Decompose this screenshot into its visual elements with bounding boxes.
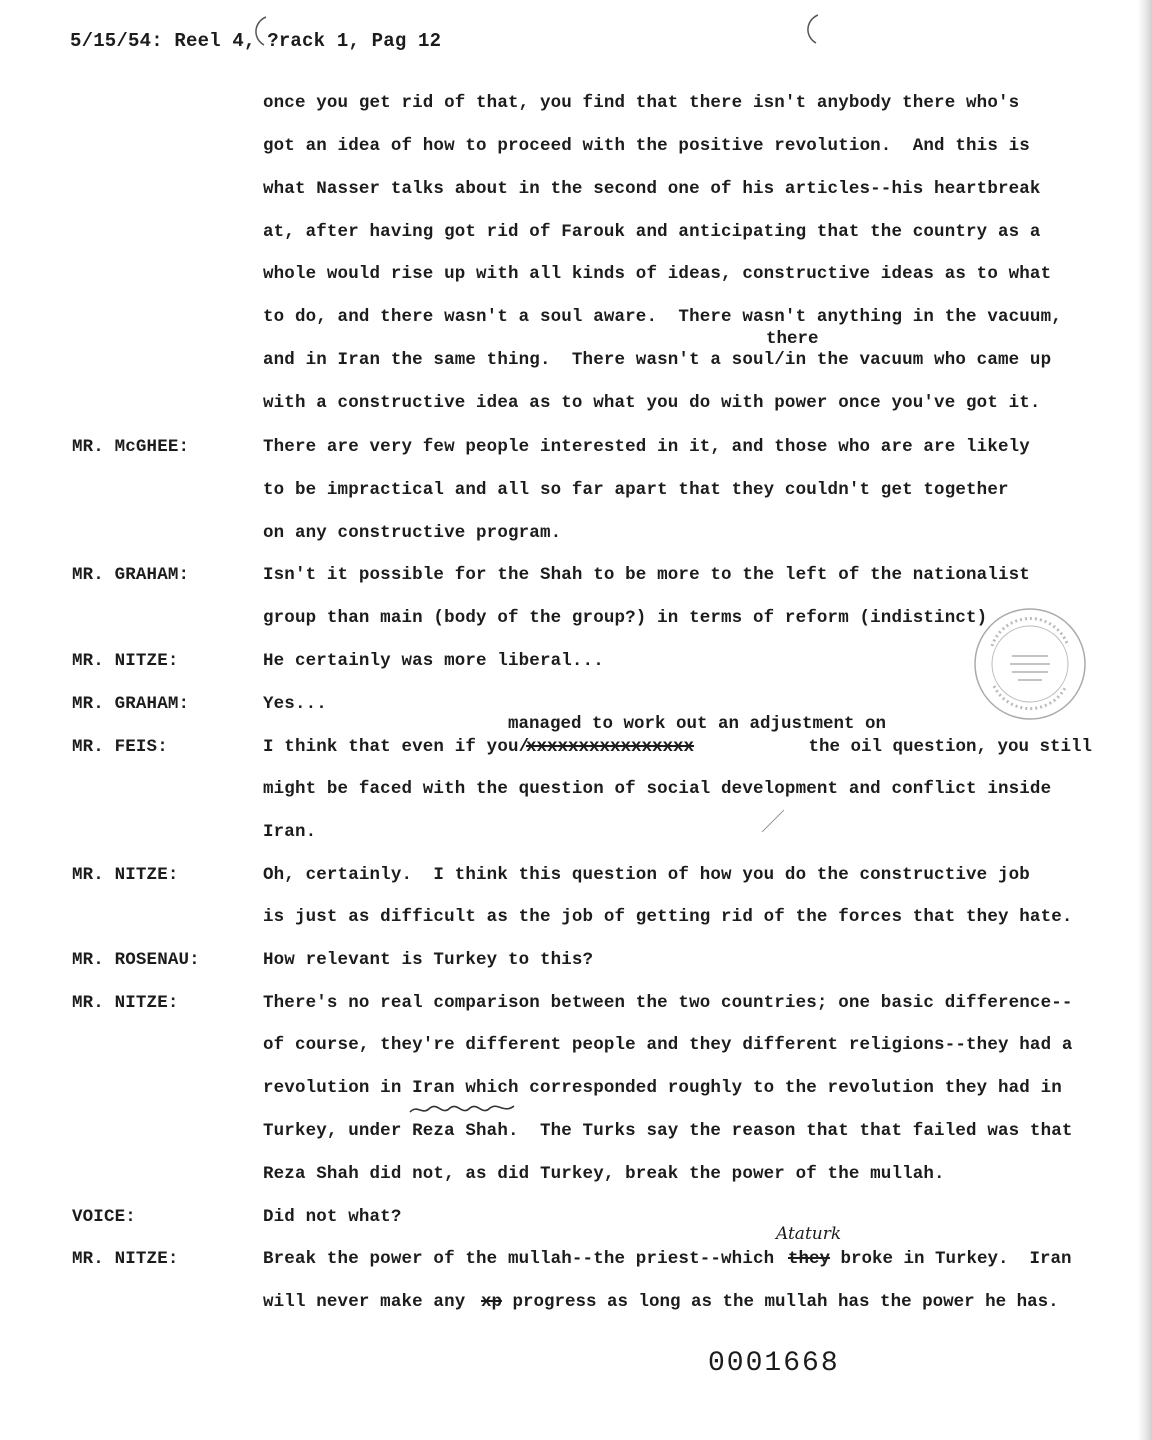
document-number: 0001668 bbox=[708, 1348, 840, 1379]
text-line: of course, they're different people and they different religions--they had a bbox=[263, 1035, 1073, 1055]
handwritten-ataturk: Ataturk bbox=[776, 1224, 842, 1244]
crescent-mark-right bbox=[800, 12, 824, 46]
text-line: How relevant is Turkey to this? bbox=[263, 950, 594, 970]
text-line: will never make any bbox=[263, 1292, 477, 1312]
text-line: to be impractical and all so far apart that they couldn't get together bbox=[263, 480, 1009, 500]
text-line: got an idea of how to proceed with the positive revolution. And this is bbox=[263, 136, 1030, 156]
text-line: Reza Shah did not, as did Turkey, break the power of the mullah. bbox=[263, 1164, 945, 1184]
text-line: once you get rid of that, you find that there isn't anybody there who's bbox=[263, 93, 1020, 113]
speaker-label: MR. NITZE: bbox=[72, 651, 179, 671]
speaker-label: MR. FEIS: bbox=[72, 737, 168, 757]
speaker-label: MR. ROSENAU: bbox=[72, 950, 200, 970]
insertion-there: there bbox=[766, 329, 819, 349]
page-edge-shadow bbox=[1138, 0, 1152, 1440]
text-line: the oil question, you still bbox=[798, 737, 1093, 757]
text-line: to do, and there wasn't a soul aware. There wasn't anything in the vacuum, bbox=[263, 307, 1062, 327]
text-line: might be faced with the question of social development and conflict inside bbox=[263, 779, 1052, 799]
text-line: and in Iran the same thing. There wasn't a soul/in the vacuum who came up bbox=[263, 350, 1052, 370]
speaker-label: MR. NITZE: bbox=[72, 1249, 179, 1269]
struck-text: xp bbox=[481, 1292, 503, 1312]
stray-mark bbox=[758, 806, 788, 836]
text-line: whole would rise up with all kinds of ideas, constructive ideas as to what bbox=[263, 264, 1052, 284]
handwritten-scribble bbox=[408, 1102, 518, 1118]
text-line: Iran. bbox=[263, 822, 317, 842]
speaker-label: MR. GRAHAM: bbox=[72, 694, 190, 714]
text-line: progress as long as the mullah has the power he has. bbox=[502, 1292, 1059, 1312]
text-line: He certainly was more liberal... bbox=[263, 651, 604, 671]
text-line: on any constructive program. bbox=[263, 523, 562, 543]
speaker-label: MR. NITZE: bbox=[72, 865, 179, 885]
text-line: Break the power of the mullah--the priest--which bbox=[263, 1249, 775, 1269]
archive-seal bbox=[972, 606, 1088, 722]
struck-text: they bbox=[788, 1249, 831, 1269]
text-line: Isn't it possible for the Shah to be more to the left of the nationalist bbox=[263, 565, 1030, 585]
text-line: There's no real comparison between the two countries; one basic difference-- bbox=[263, 993, 1073, 1013]
text-line: group than main (body of the group?) in terms of reform (indistinct) bbox=[263, 608, 988, 628]
text-line: is just as difficult as the job of getting rid of the forces that they hate. bbox=[263, 907, 1073, 927]
struck-text: xxxxxxxxxxxxxxxx bbox=[526, 737, 695, 757]
text-line: Yes... bbox=[263, 694, 327, 714]
text-line: with a constructive idea as to what you do with power once you've got it. bbox=[263, 393, 1041, 413]
text-line: There are very few people interested in it, and those who are are likely bbox=[263, 437, 1030, 457]
text-line: broke in Turkey. Iran bbox=[830, 1249, 1072, 1269]
page-header: 5/15/54: Reel 4, ?rack 1, Pag 12 bbox=[70, 30, 442, 52]
text-line: revolution in Iran which corresponded roughly to the revolution they had in bbox=[263, 1078, 1062, 1098]
text-line: what Nasser talks about in the second one of his articles--his heartbreak bbox=[263, 179, 1041, 199]
text-line: Oh, certainly. I think this question of how you do the constructive job bbox=[263, 865, 1030, 885]
text-line: at, after having got rid of Farouk and anticipating that the country as a bbox=[263, 222, 1041, 242]
speaker-label: VOICE: bbox=[72, 1207, 136, 1227]
speaker-label: MR. NITZE: bbox=[72, 993, 179, 1013]
text-line: Did not what? bbox=[263, 1207, 402, 1227]
speaker-label: MR. GRAHAM: bbox=[72, 565, 190, 585]
speaker-label: MR. McGHEE: bbox=[72, 437, 190, 457]
text-line: Turkey, under Reza Shah. The Turks say the reason that that failed was that bbox=[263, 1121, 1073, 1141]
text-line: I think that even if you/ bbox=[263, 737, 530, 757]
insertion-feis: managed to work out an adjustment on bbox=[508, 714, 887, 734]
